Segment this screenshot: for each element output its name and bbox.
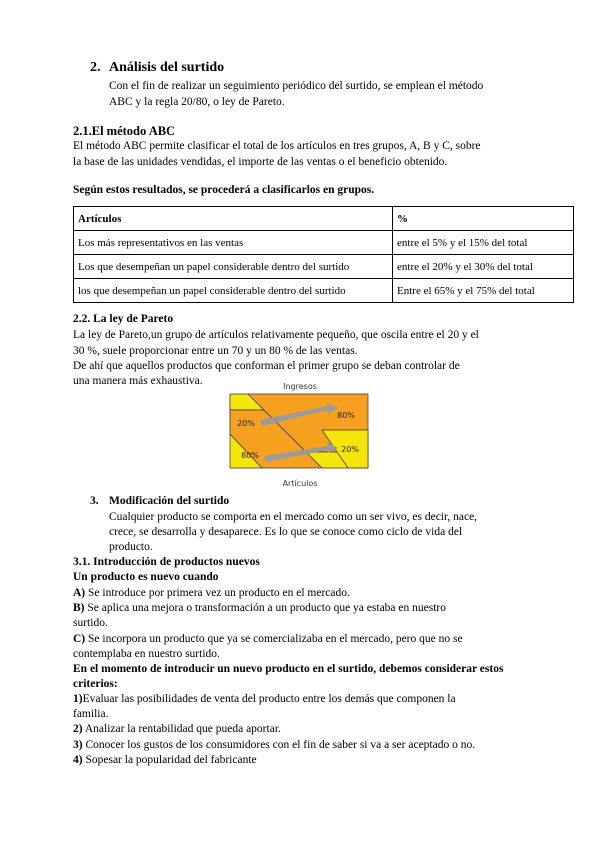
- diagram-left-top-label: 20%: [237, 419, 255, 428]
- section-2-1-text-1: El método ABC permite clasificar el total de los artículos en tres grupos, A, B y C, sobre: [73, 140, 481, 152]
- criteria-item-4-text: Sopesar la popularidad del fabricante: [82, 754, 257, 766]
- table-cell: Los más representativos en las ventas: [74, 231, 393, 255]
- criteria-item-1-text: Evaluar las posibilidades de venta del producto entre los demás que componen la: [82, 693, 456, 705]
- diagram-top-label: Ingresos: [283, 382, 317, 391]
- criteria-item-1: [73, 691, 456, 707]
- diagram-bottom-label: Artículos: [282, 479, 318, 488]
- section-2-1-title: 2.1.El método ABC: [73, 124, 176, 138]
- section-2-1-text-2: la base de las unidades vendidas, el importe de las ventas o el beneficio obtenido.: [73, 156, 448, 168]
- criteria-item-1-num: 1): [73, 693, 83, 705]
- item-b-label: B): [73, 602, 85, 614]
- criteria-item-3-text: Conocer los gustos de los consumidores con el fin de saber si va a ser aceptado o no.: [82, 739, 476, 751]
- criteria-item-3-num: 3): [73, 739, 83, 751]
- item-b-text: Se aplica una mejora o transformación a un producto que ya estaba en nuestro: [84, 602, 446, 614]
- section-2-number: 2.: [90, 60, 101, 75]
- section-3-text-2: crece, se desarrolla y desaparece. Es lo que se conoce como ciclo de vida del: [109, 526, 463, 538]
- section-3-1-subtitle: Un producto es nuevo cuando: [73, 571, 219, 583]
- item-a: [73, 585, 350, 601]
- table-header-percent: %: [393, 207, 574, 231]
- section-3-text-3: producto.: [109, 541, 153, 553]
- section-2-2-text-4: una manera más exhaustiva.: [73, 375, 203, 387]
- item-c-label: C): [73, 633, 86, 645]
- table-header-articulos: Artículos: [74, 207, 393, 231]
- pareto-diagram: [228, 380, 376, 492]
- item-a-label: A): [73, 587, 86, 599]
- item-a-text: Se introduce por primera vez un producto en el mercado.: [85, 587, 350, 599]
- table-header-row: [74, 207, 574, 231]
- table-row: [74, 279, 574, 303]
- table-cell: entre el 5% y el 15% del total: [393, 231, 574, 255]
- criteria-item-1-cont: familia.: [73, 708, 109, 720]
- abc-table: [73, 206, 574, 303]
- section-2-title: Análisis del surtido: [109, 60, 225, 75]
- table-cell: los que desempeñan un papel considerable dentro del surtido: [74, 279, 393, 303]
- criteria-heading-1: En el momento de introducir un nuevo producto en el surtido, debemos considerar estos: [73, 663, 504, 675]
- criteria-item-4: [73, 752, 257, 768]
- section-3-text-1: Cualquier producto se comporta en el mercado como un ser vivo, es decir, nace,: [109, 511, 478, 523]
- diagram-left-bottom-label: 80%: [241, 451, 259, 460]
- diagram-right-top-label: 80%: [337, 411, 355, 420]
- section-2-2-text-3: De ahí que aquellos productos que conforman el primer grupo se deban controlar de: [73, 360, 460, 372]
- item-b: [73, 600, 446, 616]
- table-row: [74, 255, 574, 279]
- section-2-2-title: 2.2. La ley de Pareto: [73, 313, 174, 325]
- criteria-item-2-num: 2): [73, 723, 83, 735]
- table-cell: Los que desempeñan un papel considerable dentro del surtido: [74, 255, 393, 279]
- criteria-item-2-text: Analizar la rentabilidad que pueda aportar.: [82, 723, 281, 735]
- item-c-cont: contemplaba en nuestro surtido.: [73, 648, 220, 660]
- criteria-heading-2: criterios:: [73, 678, 118, 690]
- classify-heading: Según estos resultados, se procederá a clasificarlos en grupos.: [73, 184, 375, 196]
- section-2-2-text-2: 30 %, suele proporcionar entre un 70 y un 80 % de las ventas.: [73, 345, 358, 357]
- criteria-item-2: [73, 721, 281, 737]
- table-row: [74, 231, 574, 255]
- section-2-2-text-1: La ley de Pareto,un grupo de artículos relativamente pequeño, que oscila entre el 20 y el: [73, 329, 479, 341]
- section-3-title: Modificación del surtido: [109, 495, 230, 507]
- table-cell: entre el 20% y el 30% del total: [393, 255, 574, 279]
- table-cell: Entre el 65% y el 75% del total: [393, 279, 574, 303]
- item-c: [73, 631, 463, 647]
- item-c-text: Se incorpora un producto que ya se comercializaba en el mercado, pero que no se: [85, 633, 463, 645]
- item-b-cont: surtido.: [73, 617, 108, 629]
- criteria-item-3: [73, 737, 475, 753]
- section-2-text-2: ABC y la regla 20/80, o ley de Pareto.: [109, 96, 285, 108]
- section-3-1-title: 3.1. Introducción de productos nuevos: [73, 556, 260, 568]
- criteria-item-4-num: 4): [73, 754, 83, 766]
- section-2-text-1: Con el fin de realizar un seguimiento periódico del surtido, se emplean el método: [109, 80, 484, 92]
- diagram-right-bottom-label: 20%: [341, 445, 359, 454]
- section-3-number: 3.: [90, 495, 99, 507]
